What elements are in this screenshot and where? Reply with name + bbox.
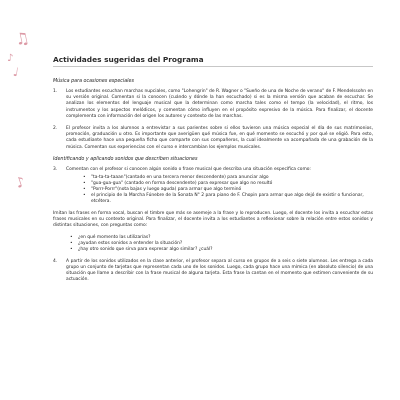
list-item: • ¿ayudan estos sonidos a entender la situación? <box>78 241 373 247</box>
page-content <box>53 79 373 289</box>
reflection-questions-list <box>53 235 373 253</box>
activity-item-1 <box>53 89 373 120</box>
list-item: • ¿en qué momento las utilizarías? <box>78 235 373 241</box>
item-number: 3. <box>53 166 58 172</box>
music-note-small-icon: ♪ <box>7 53 14 64</box>
list-item: • el principio de la Marcha Fúnebre de la Sonata N° 2 para piano de F. Chopin para armar que algo dejó de existir o funcionar, etcétera. <box>91 193 373 205</box>
list-item: • ¿hay otro sonido que sirva para expresar algo similar? ¿cuál? <box>78 247 373 253</box>
section-heading-sonidos: Identificando y aplicando sonidos que describen situaciones <box>53 156 198 162</box>
list-item: • "Porrr-Porrr"(nota bajas y luego aguda) para armar que algo terminó <box>91 187 373 193</box>
activity-item-2 <box>53 126 373 151</box>
activity-item-3 <box>53 167 373 205</box>
activity-item-4 <box>53 259 373 284</box>
item-followup: Imitan las frases en forma vocal, buscan el timbre que más se asemeje a la frase y lo reproducen. Luego, el docente los invita a escuchar estas frases musicales en su contexto original. Para finalizar, el docente invita a los estudiantes a reflexionar sobre la relación entre estos sonidos y distintas situaciones, con preguntas como: <box>53 211 373 229</box>
item-number: 4. <box>53 258 58 264</box>
sound-examples-list <box>66 175 373 205</box>
item-intro: Comentan con el profesor si conocen algún sonido o frase musical que describa una situación específica como: <box>66 166 311 172</box>
music-note-icon: ♩ <box>12 64 20 80</box>
item-text: El profesor invita a los alumnos a entrevistar a sus parientes sobre si ellos tuvieron una música especial el día de sus matrimonios, promoción, graduación u otro. Es importante que averigüen qué música fue, en qué momento se escuchó y por qué se eligió. Para esto, cada estudiante hace una pequeña ficha que comparte con sus compañeros, la cual idealmente va acompañada de una grabación de la música. Comentan sus experiencias con el curso e intercambian los ejemplos musicales. <box>66 126 373 150</box>
item-text: Los estudiantes escuchan marchas nupciales, como "Lohengrin" de R. Wagner o "Sueño de una de Noche de verano" de F. Mendelssohn en su versión original. Comentan si la conocen (cuándo y dónde la han escuchado) si es la misma versión que acaban de escuchar. Se analizan los elementos del lenguaje musical que la determinan como marcha tales como el tempo (la velocidad), el ritmo, los instrumentos y los aspectos melódicos, y comentan cómo influyen en el propósito expresivo de la música. Para finalizar, el docente complementa con información del origen los autores y contexto de las marchas. <box>66 89 373 119</box>
page-title: Actividades sugeridas del Programa <box>53 55 204 64</box>
list-item: • "gua-gua-gua" (cantado en forma descendente) para expresar que algo no resultó <box>91 181 373 187</box>
item-number: 1. <box>53 89 58 94</box>
item-number: 2. <box>53 126 58 132</box>
section-heading-ocasiones: Música para ocasiones especiales <box>53 79 134 84</box>
eighth-note-icon: ♪ <box>13 174 28 192</box>
title-divider <box>53 66 373 67</box>
list-item: • "ta-ta-ta-taaan"(cantado en una tercera menor descendente) para anunciar algo <box>91 175 373 181</box>
music-notes-icon: ♫ <box>13 27 32 50</box>
item-text: A partir de los sonidos utilizados en la clase anterior, el profesor separa al curso en grupos de a seis o siete alumnos. Les entrega a cada grupo un conjunto de tarjetas que representan cada uno de los sonidos. Luego, cada grupo hace una mímica (en absoluto silencio) de una situación que llame a describir con la frase musical de alguna tarjeta. Esta frase la cantan en el momento que estimen conveniente de su actuación. <box>66 258 373 283</box>
